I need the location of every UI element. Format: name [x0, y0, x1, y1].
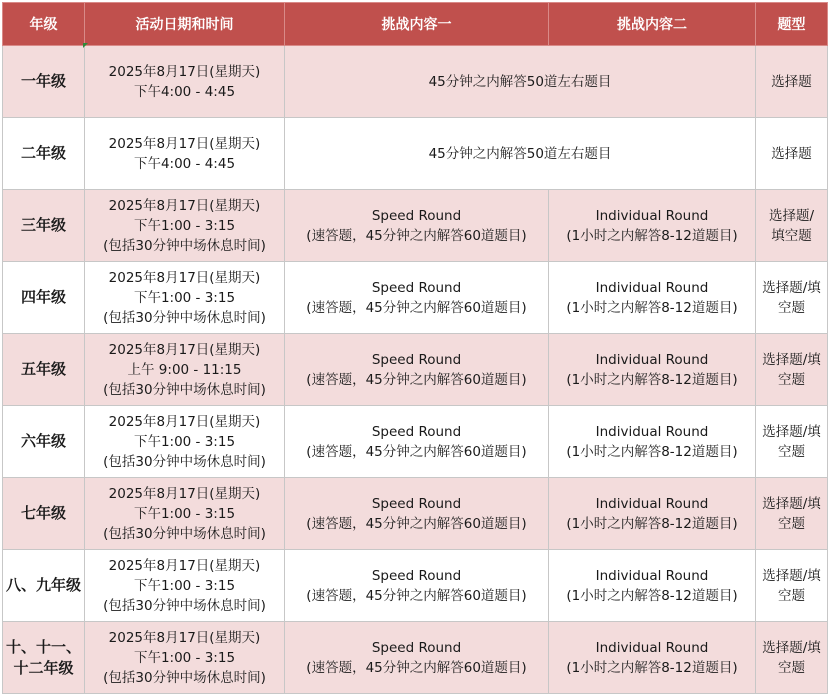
- date-time-cell-line: 2025年8月17日(星期天): [108, 485, 261, 502]
- challenge-2-cell-line: Individual Round: [595, 207, 709, 224]
- header-question-type: 题型: [756, 3, 828, 46]
- challenge-1-cell: [285, 550, 549, 622]
- challenge-merged-cell: [285, 46, 756, 118]
- challenge-2-cell: [549, 334, 756, 406]
- date-time-cell-line: 2025年8月17日(星期天): [108, 413, 261, 430]
- challenge-2-cell-line: (1小时之内解答8-12道题目): [566, 515, 738, 532]
- date-time-cell-line: 2025年8月17日(星期天): [108, 557, 261, 574]
- table-row: [3, 478, 828, 550]
- challenge-1-cell-line: (速答题，45分钟之内解答60道题目): [306, 515, 527, 532]
- challenge-1-cell: [285, 406, 549, 478]
- question-type-cell-line: 选择题: [771, 73, 812, 90]
- challenge-1-cell-line: Speed Round: [371, 207, 462, 224]
- date-time-cell: [85, 334, 285, 406]
- grade-cell: [3, 118, 85, 190]
- date-time-cell: [85, 550, 285, 622]
- challenge-1-cell-line: Speed Round: [371, 639, 462, 656]
- challenge-1-cell-line: Speed Round: [371, 423, 462, 440]
- date-time-cell-line: 下午4:00 - 4:45: [133, 83, 236, 100]
- header-date-time: 活动日期和时间: [85, 3, 285, 46]
- table-row: [3, 118, 828, 190]
- grade-cell: [3, 334, 85, 406]
- challenge-1-cell-line: (速答题，45分钟之内解答60道题目): [306, 371, 527, 388]
- question-type-cell-line: 填空题: [771, 227, 812, 244]
- header-row: [3, 3, 828, 46]
- grade-cell-line: 四年级: [20, 288, 66, 306]
- date-time-cell-line: (包括30分钟中场休息时间): [103, 597, 266, 614]
- date-time-cell-line: 2025年8月17日(星期天): [108, 135, 261, 152]
- table-row: [3, 334, 828, 406]
- challenge-2-cell-line: Individual Round: [595, 423, 709, 440]
- date-time-cell-line: (包括30分钟中场休息时间): [103, 309, 266, 326]
- grade-cell-line: 七年级: [20, 504, 66, 522]
- grade-cell: [3, 262, 85, 334]
- challenge-2-cell-line: (1小时之内解答8-12道题目): [566, 371, 738, 388]
- challenge-1-cell: [285, 334, 549, 406]
- question-type-cell: [756, 190, 828, 262]
- question-type-cell-line: 选择题/填: [762, 567, 821, 584]
- challenge-1-cell-line: Speed Round: [371, 495, 462, 512]
- question-type-cell-line: 选择题/: [768, 207, 815, 224]
- challenge-2-cell-line: (1小时之内解答8-12道题目): [566, 299, 738, 316]
- challenge-1-cell: [285, 262, 549, 334]
- grade-cell: [3, 46, 85, 118]
- challenge-merged-cell-line: 45分钟之内解答50道左右题目: [428, 145, 612, 162]
- date-time-cell-line: (包括30分钟中场休息时间): [103, 237, 266, 254]
- challenge-1-cell-line: (速答题，45分钟之内解答60道题目): [306, 659, 527, 676]
- challenge-2-cell: [549, 262, 756, 334]
- question-type-cell: [756, 550, 828, 622]
- question-type-cell: [756, 118, 828, 190]
- challenge-merged-cell: [285, 118, 756, 190]
- date-time-cell-line: 下午1:00 - 3:15: [133, 217, 236, 234]
- question-type-cell: [756, 46, 828, 118]
- header-challenge-2: 挑战内容二: [549, 3, 756, 46]
- date-time-cell: [85, 622, 285, 694]
- grade-cell-line: 五年级: [20, 360, 66, 378]
- date-time-cell-line: 下午1:00 - 3:15: [133, 649, 236, 666]
- question-type-cell-line: 空题: [778, 515, 805, 532]
- date-time-cell-line: (包括30分钟中场休息时间): [103, 453, 266, 470]
- challenge-1-cell: [285, 190, 549, 262]
- date-time-cell: [85, 406, 285, 478]
- question-type-cell-line: 空题: [778, 371, 805, 388]
- question-type-cell-line: 空题: [778, 299, 805, 316]
- header-challenge-1: 挑战内容一: [285, 3, 549, 46]
- challenge-1-cell: [285, 478, 549, 550]
- challenge-2-cell: [549, 622, 756, 694]
- challenge-2-cell: [549, 550, 756, 622]
- table-row: [3, 622, 828, 694]
- date-time-cell: [85, 262, 285, 334]
- challenge-2-cell-line: (1小时之内解答8-12道题目): [566, 443, 738, 460]
- grade-cell: [3, 550, 85, 622]
- date-time-cell-line: (包括30分钟中场休息时间): [103, 381, 266, 398]
- date-time-cell-line: (包括30分钟中场休息时间): [103, 525, 266, 542]
- table-row: [3, 262, 828, 334]
- date-time-cell: [85, 190, 285, 262]
- question-type-cell: [756, 334, 828, 406]
- challenge-merged-cell-line: 45分钟之内解答50道左右题目: [428, 73, 612, 90]
- challenge-2-cell-line: Individual Round: [595, 567, 709, 584]
- date-time-cell-line: 上午 9:00 - 11:15: [127, 361, 242, 378]
- question-type-cell-line: 选择题/填: [762, 351, 821, 368]
- question-type-cell: [756, 262, 828, 334]
- challenge-1-cell-line: (速答题，45分钟之内解答60道题目): [306, 443, 527, 460]
- date-time-cell-line: 2025年8月17日(星期天): [108, 197, 261, 214]
- question-type-cell-line: 选择题/填: [762, 279, 821, 296]
- header-grade: 年级: [3, 3, 85, 46]
- question-type-cell-line: 选择题/填: [762, 495, 821, 512]
- challenge-2-cell: [549, 190, 756, 262]
- grade-cell-line: 八、九年级: [5, 576, 81, 594]
- grade-cell-line: 一年级: [20, 72, 66, 90]
- date-time-cell: [85, 478, 285, 550]
- date-time-cell-line: 下午1:00 - 3:15: [133, 505, 236, 522]
- grade-cell-line: 十二年级: [13, 658, 74, 677]
- challenge-2-cell-line: Individual Round: [595, 639, 709, 656]
- table-row: [3, 46, 828, 118]
- date-time-cell-line: 2025年8月17日(星期天): [108, 63, 261, 80]
- question-type-cell: [756, 622, 828, 694]
- question-type-cell: [756, 478, 828, 550]
- question-type-cell-line: 选择题: [771, 145, 812, 162]
- challenge-1-cell-line: (速答题，45分钟之内解答60道题目): [306, 299, 527, 316]
- challenge-2-cell-line: (1小时之内解答8-12道题目): [566, 659, 738, 676]
- question-type-cell-line: 空题: [778, 587, 805, 604]
- challenge-1-cell-line: Speed Round: [371, 351, 462, 368]
- schedule-table: [2, 2, 828, 694]
- question-type-cell-line: 选择题/填: [762, 639, 821, 656]
- challenge-1-cell-line: (速答题，45分钟之内解答60道题目): [306, 587, 527, 604]
- date-time-cell-line: 下午1:00 - 3:15: [133, 433, 236, 450]
- date-time-cell-line: 下午1:00 - 3:15: [133, 577, 236, 594]
- date-time-cell: [85, 46, 285, 118]
- table-row: [3, 550, 828, 622]
- grade-cell: [3, 622, 85, 694]
- challenge-2-cell-line: Individual Round: [595, 351, 709, 368]
- challenge-2-cell: [549, 406, 756, 478]
- challenge-1-cell-line: Speed Round: [371, 567, 462, 584]
- challenge-1-cell: [285, 622, 549, 694]
- challenge-2-cell-line: (1小时之内解答8-12道题目): [566, 587, 738, 604]
- date-time-cell-line: 下午1:00 - 3:15: [133, 289, 236, 306]
- challenge-1-cell-line: Speed Round: [371, 279, 462, 296]
- date-time-cell-line: (包括30分钟中场休息时间): [103, 669, 266, 686]
- grade-cell-line: 二年级: [20, 144, 66, 162]
- grade-cell: [3, 478, 85, 550]
- date-time-cell-line: 2025年8月17日(星期天): [108, 629, 261, 646]
- question-type-cell-line: 空题: [778, 659, 805, 676]
- grade-cell-line: 六年级: [20, 432, 66, 450]
- comment-marker-icon: [83, 43, 88, 48]
- challenge-1-cell-line: (速答题，45分钟之内解答60道题目): [306, 227, 527, 244]
- grade-cell: [3, 190, 85, 262]
- date-time-cell-line: 2025年8月17日(星期天): [108, 269, 261, 286]
- challenge-2-cell-line: Individual Round: [595, 279, 709, 296]
- table-row: [3, 406, 828, 478]
- date-time-cell: [85, 118, 285, 190]
- question-type-cell-line: 选择题/填: [762, 423, 821, 440]
- grade-cell-line: 十、十一、: [5, 637, 81, 656]
- date-time-cell-line: 2025年8月17日(星期天): [108, 341, 261, 358]
- grade-cell-line: 三年级: [20, 216, 66, 234]
- date-time-cell-line: 下午4:00 - 4:45: [133, 155, 236, 172]
- challenge-2-cell: [549, 478, 756, 550]
- challenge-2-cell-line: Individual Round: [595, 495, 709, 512]
- question-type-cell-line: 空题: [778, 443, 805, 460]
- question-type-cell: [756, 406, 828, 478]
- challenge-2-cell-line: (1小时之内解答8-12道题目): [566, 227, 738, 244]
- grade-cell: [3, 406, 85, 478]
- table-row: [3, 190, 828, 262]
